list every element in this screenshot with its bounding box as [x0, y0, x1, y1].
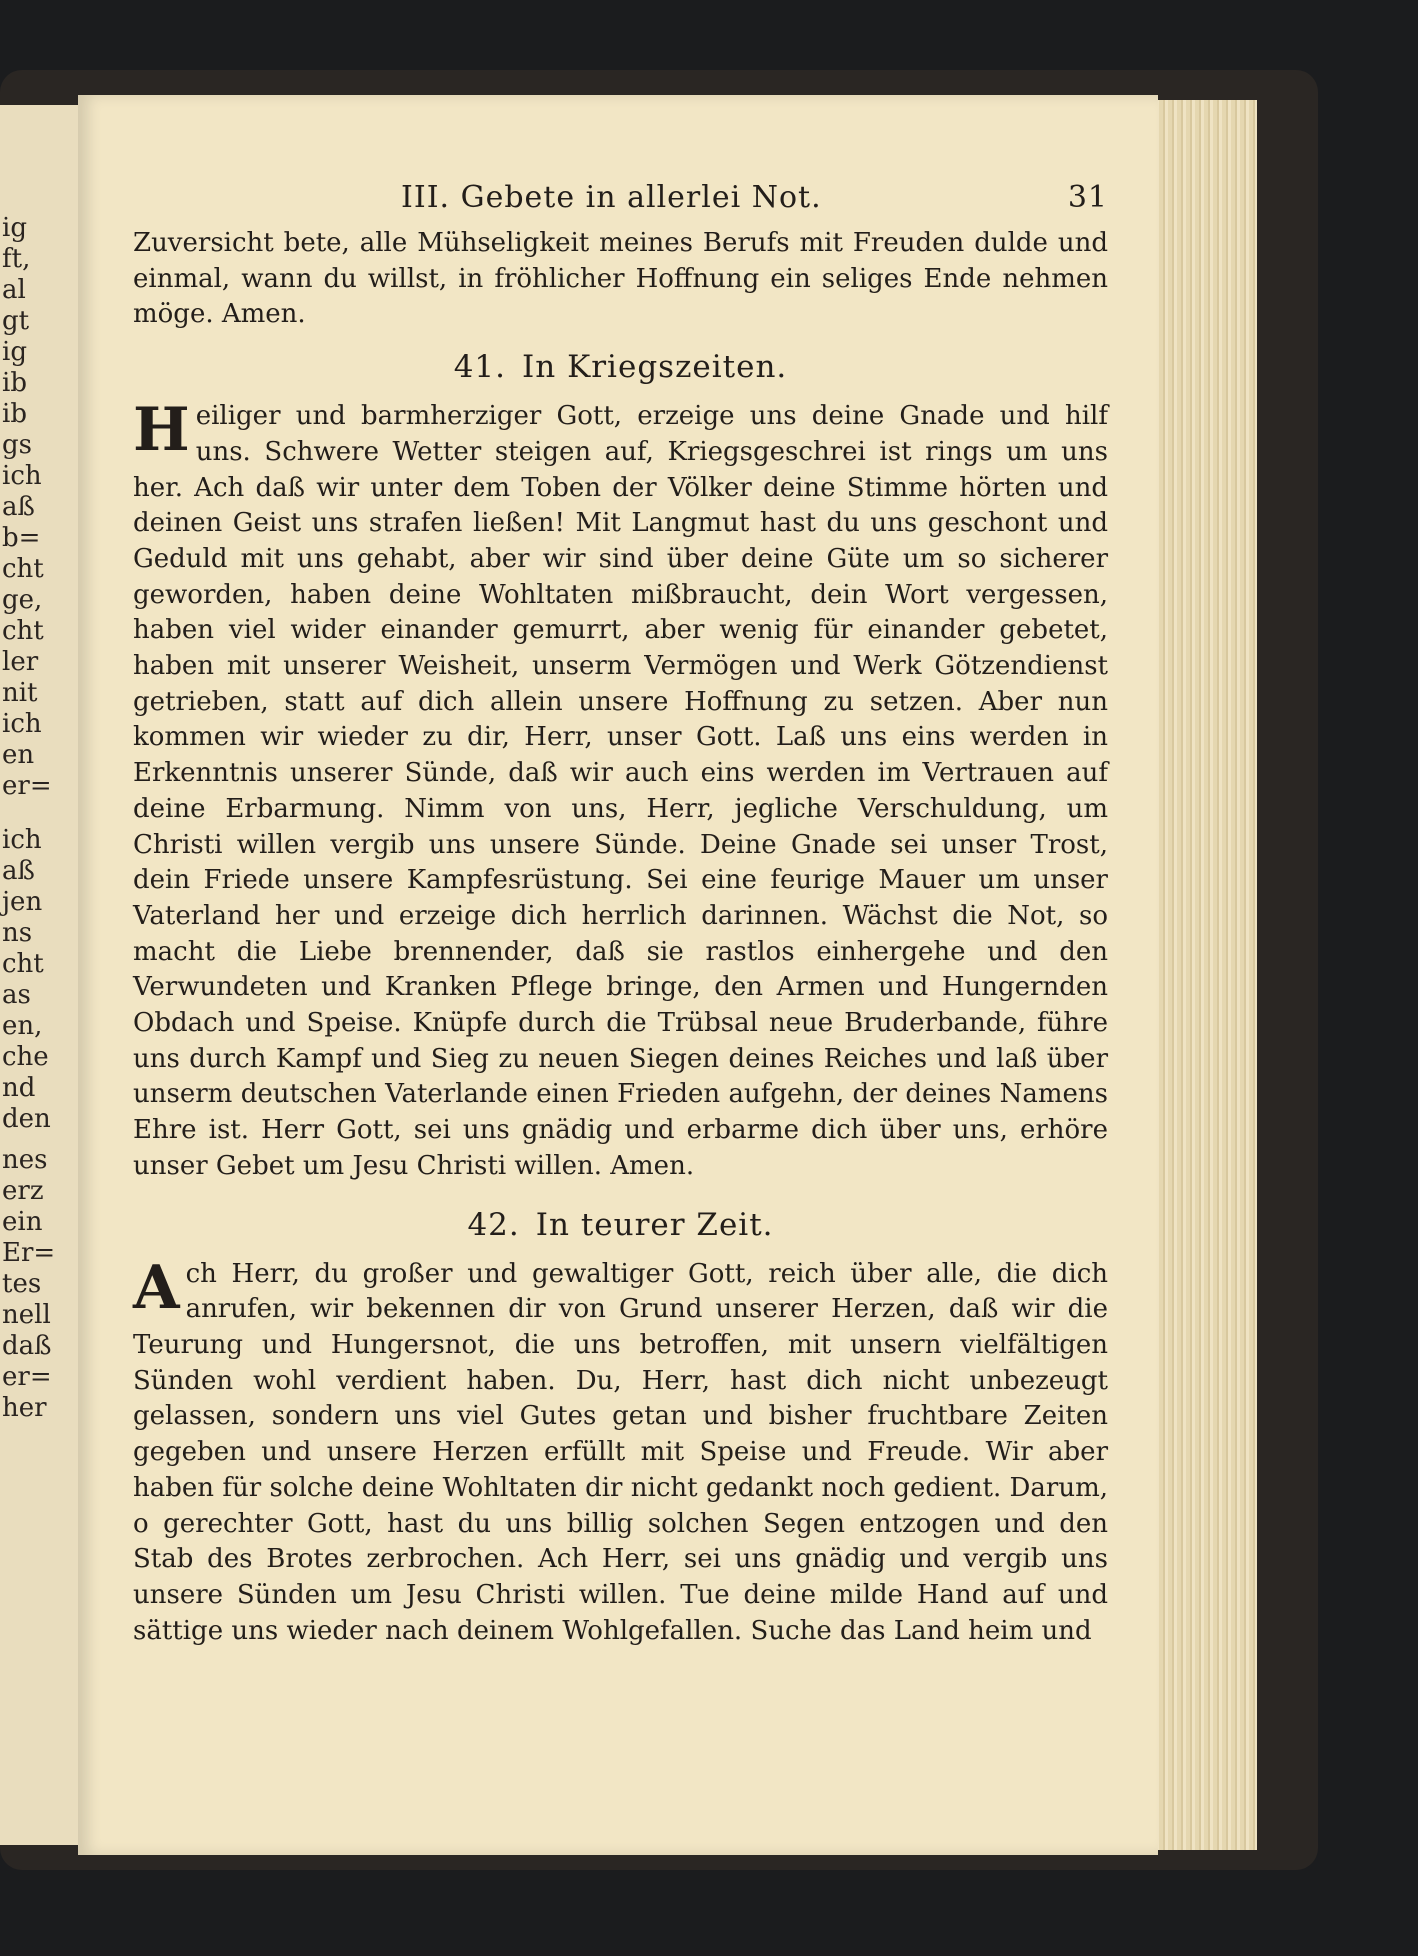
- page-number: 31: [1067, 180, 1108, 215]
- section-42-number: 42.: [467, 1206, 520, 1243]
- left-page-fragment: nes: [2, 1145, 48, 1175]
- section-42-heading: [133, 1207, 1108, 1243]
- section-42-body: [133, 1252, 1108, 1650]
- left-page-edge: [0, 105, 88, 1845]
- left-page-fragment: ig: [2, 337, 27, 367]
- left-page-fragment: ich: [2, 825, 42, 855]
- left-page-fragment: che: [2, 1042, 49, 1072]
- intro-paragraph: Zuversicht bete, alle Mühseligkeit meines Berufs mit Freuden dulde und einmal, wann du willst, in fröhlicher Hoffnung ein seliges Ende nehmen möge. Amen.: [133, 228, 1108, 330]
- left-page-fragment: aß: [2, 492, 35, 522]
- left-page-fragment: er=: [2, 771, 52, 801]
- left-page-fragment: ler: [2, 647, 39, 677]
- left-page-fragment: tes: [2, 1269, 42, 1299]
- left-page-fragment: en,: [2, 1011, 43, 1041]
- left-page-fragment: al: [2, 275, 26, 305]
- left-page-fragment: gt: [2, 306, 30, 336]
- left-page-fragment: gs: [2, 430, 32, 460]
- section-41-text: eiliger und barmherziger Gott, erzeige uns deine Gnade und hilf uns. Schwere Wetter steigen auf, Kriegsgeschrei ist rings um uns her. Ach daß wir unter dem Toben der Völker deine Stimme hörten und deinen Geist uns strafen ließen! Mit Langmut hast du uns geschont und Geduld mit uns gehabt, aber wir sind über deine Güte um so sicherer geworden, haben deine Wohltaten mißbraucht, dein Wort vergessen, haben viel wider einander gemurrt, aber wenig für einander gebetet, haben mit unserer Weisheit, unserm Vermögen und Werk Götzendienst getrieben, statt auf dich allein unsere Hoffnung zu setzen. Aber nun kommen wir wieder zu dir, Herr, unser Gott. Laß uns eins werden in Erkenntnis unserer Sünde, daß wir auch eins werden im Vertrauen auf deine Erbarmung. Nimm von uns, Herr, jegliche Verschuldung, um Christi willen vergib uns unsere Sünde. Deine Gnade sei unser Trost, dein Friede unsere Kampfesrüstung. Sei eine feurige Mauer um unser Vaterland her und erzeige dich herrlich darinnen. Wächst die Not, so macht die Liebe brennender, daß sie rastlos einhergehe und den Verwundeten und Kranken Pflege bringe, den Armen und Hungernden Obdach und Speise. Knüpfe durch die Trübsal neue Bruderbande, führe uns durch Kampf und Sieg zu neuen Siegen deines Reiches und laß über unserm deutschen Vaterlande einen Frieden aufgehn, der deines Namens Ehre ist. Herr Gott, sei uns gnädig und erbarme dich über uns, erhöre unser Gebet um Jesu Christi willen. Amen.: [133, 401, 1108, 1181]
- left-page-fragment: den: [2, 1104, 51, 1134]
- section-41-heading: [133, 349, 1108, 385]
- section-41-dropcap: H: [133, 395, 190, 466]
- left-page-fragment: ib: [2, 368, 27, 398]
- left-page-fragment: nd: [2, 1073, 36, 1103]
- section-42-dropcap: A: [133, 1252, 180, 1323]
- section-42-title: In teurer Zeit.: [535, 1206, 774, 1243]
- left-page-fragment: her: [2, 1393, 47, 1423]
- left-page-fragment: aß: [2, 856, 35, 886]
- left-page-fragment: nit: [2, 678, 38, 708]
- left-page-fragment: cht: [2, 554, 44, 584]
- left-page-fragment: cht: [2, 949, 44, 979]
- left-page-fragment: ge,: [2, 585, 43, 615]
- left-page-fragment: as: [2, 980, 31, 1010]
- left-page-fragment: cht: [2, 616, 44, 646]
- right-page: [78, 95, 1158, 1855]
- section-42-text: ch Herr, du großer und gewaltiger Gott, reich über alle, die dich anrufen, wir bekennen dir von Grund unserer Herzen, daß wir die Teurung und Hungersnot, die uns betroffen, mit unsern vielfältigen Sünden wohl verdient haben. Du, Herr, hast dich nicht unbezeugt gelassen, sondern uns viel Gutes getan und bisher fruchtbare Zeiten gegeben und unsere Herzen erfüllt mit Speise und Freude. Wir aber haben für solche deine Wohltaten dir nicht gedankt noch gedient. Darum, o gerechter Gott, hast du uns billig solchen Segen entzogen und den Stab des Brotes zerbrochen. Ach Herr, sei uns gnädig und vergib uns unsere Sünden um Jesu Christi willen. Tue deine milde Hand auf und sättige uns wieder nach deinem Wohlgefallen. Suche das Land heim und: [133, 1258, 1108, 1646]
- left-page-fragment: b=: [2, 523, 41, 553]
- page-content: [133, 180, 1108, 1649]
- left-page-fragment: ich: [2, 461, 42, 491]
- left-page-fragment: en: [2, 740, 35, 770]
- left-page-fragment: daß: [2, 1331, 52, 1361]
- left-page-fragment: nell: [2, 1300, 51, 1330]
- left-page-fragment: ig: [2, 213, 27, 243]
- left-page-fragment: ft,: [2, 244, 31, 274]
- section-41-body: [133, 395, 1108, 1184]
- running-header: [133, 180, 1108, 226]
- left-page-fragment: jen: [2, 887, 43, 917]
- left-page-fragment: ein: [2, 1207, 43, 1237]
- left-page-fragment: Er=: [2, 1238, 56, 1268]
- left-page-fragment: ns: [2, 918, 33, 948]
- section-41-title: In Kriegszeiten.: [522, 349, 788, 386]
- left-page-fragment: erz: [2, 1176, 44, 1206]
- running-title: III. Gebete in allerlei Not.: [401, 180, 822, 215]
- left-page-fragment: er=: [2, 1362, 52, 1392]
- left-page-fragment: ib: [2, 399, 27, 429]
- section-41-number: 41.: [453, 349, 507, 386]
- left-page-fragment: ich: [2, 709, 42, 739]
